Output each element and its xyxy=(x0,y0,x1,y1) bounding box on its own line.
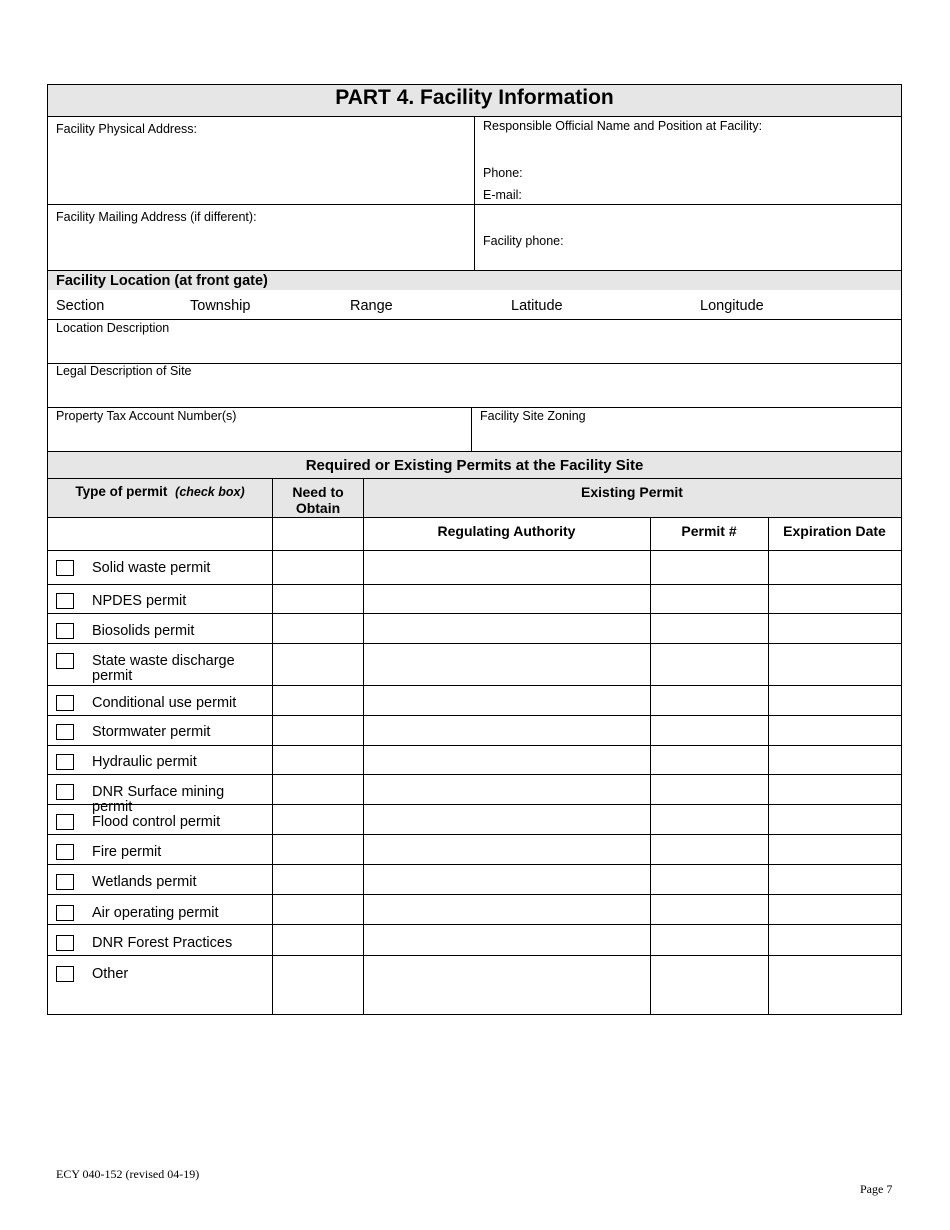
page-number: Page 7 xyxy=(860,1182,893,1196)
hydraulic-checkbox[interactable] xyxy=(56,754,74,770)
flood-control-checkbox[interactable] xyxy=(56,814,74,830)
facility-phone-label: Facility phone: xyxy=(483,234,564,248)
permit-item: Fire permit xyxy=(92,844,162,860)
permit-item: Other xyxy=(92,966,129,982)
mailing-address-label: Facility Mailing Address (if different): xyxy=(56,210,257,224)
permit-item: State waste discharge permit xyxy=(92,653,235,684)
surface-mining-checkbox[interactable] xyxy=(56,784,74,800)
responsible-official-label: Responsible Official Name and Position at Facility: xyxy=(483,119,763,133)
fire-checkbox[interactable] xyxy=(56,844,74,860)
solid-waste-checkbox[interactable] xyxy=(56,560,74,576)
location-heading: Facility Location (at front gate) xyxy=(56,273,268,289)
need-to-obtain-header: Need to Obtain xyxy=(292,484,344,516)
permit-item: Air operating permit xyxy=(92,905,219,921)
email-label: E-mail: xyxy=(483,188,522,202)
form-id: ECY 040-152 (revised 04-19) xyxy=(56,1167,200,1181)
property-tax-label: Property Tax Account Number(s) xyxy=(56,409,237,423)
township-label: Township xyxy=(190,298,251,314)
type-of-permit-header xyxy=(48,484,272,499)
expiration-date-header: Expiration Date xyxy=(783,523,886,539)
page-title: PART 4. Facility Information xyxy=(335,86,614,109)
permit-item: Biosolids permit xyxy=(92,623,195,639)
physical-address-label: Facility Physical Address: xyxy=(56,122,198,136)
site-zoning-label: Facility Site Zoning xyxy=(480,409,586,423)
forest-practices-checkbox[interactable] xyxy=(56,935,74,951)
range-label: Range xyxy=(350,298,393,314)
air-operating-checkbox[interactable] xyxy=(56,905,74,921)
other-checkbox[interactable] xyxy=(56,966,74,982)
phone-label: Phone: xyxy=(483,166,523,180)
permit-item: Wetlands permit xyxy=(92,874,197,890)
permit-item: Stormwater permit xyxy=(92,724,211,740)
permit-item: DNR Forest Practices xyxy=(92,935,233,951)
permit-item: NPDES permit xyxy=(92,593,187,609)
wetlands-checkbox[interactable] xyxy=(56,874,74,890)
longitude-label: Longitude xyxy=(700,298,764,314)
permit-item: Conditional use permit xyxy=(92,695,237,711)
biosolids-checkbox[interactable] xyxy=(56,623,74,639)
stormwater-checkbox[interactable] xyxy=(56,724,74,740)
state-waste-discharge-checkbox[interactable] xyxy=(56,653,74,669)
permit-item: Solid waste permit xyxy=(92,560,211,576)
existing-permit-header: Existing Permit xyxy=(581,484,683,500)
permit-number-header: Permit # xyxy=(681,523,737,539)
latitude-label: Latitude xyxy=(511,298,563,314)
section-label: Section xyxy=(56,298,105,314)
check-box-note: (check box) xyxy=(175,485,245,499)
regulating-authority-header: Regulating Authority xyxy=(437,523,576,539)
permit-item: DNR Surface mining permit xyxy=(92,784,225,815)
type-of-permit-label: Type of permit xyxy=(75,484,168,499)
npdes-checkbox[interactable] xyxy=(56,593,74,609)
location-description-label: Location Description xyxy=(56,321,170,335)
conditional-use-checkbox[interactable] xyxy=(56,695,74,711)
permit-item: Flood control permit xyxy=(92,814,221,830)
legal-description-label: Legal Description of Site xyxy=(56,364,192,378)
permits-heading: Required or Existing Permits at the Facility Site xyxy=(305,457,644,474)
permit-item: Hydraulic permit xyxy=(92,754,197,770)
